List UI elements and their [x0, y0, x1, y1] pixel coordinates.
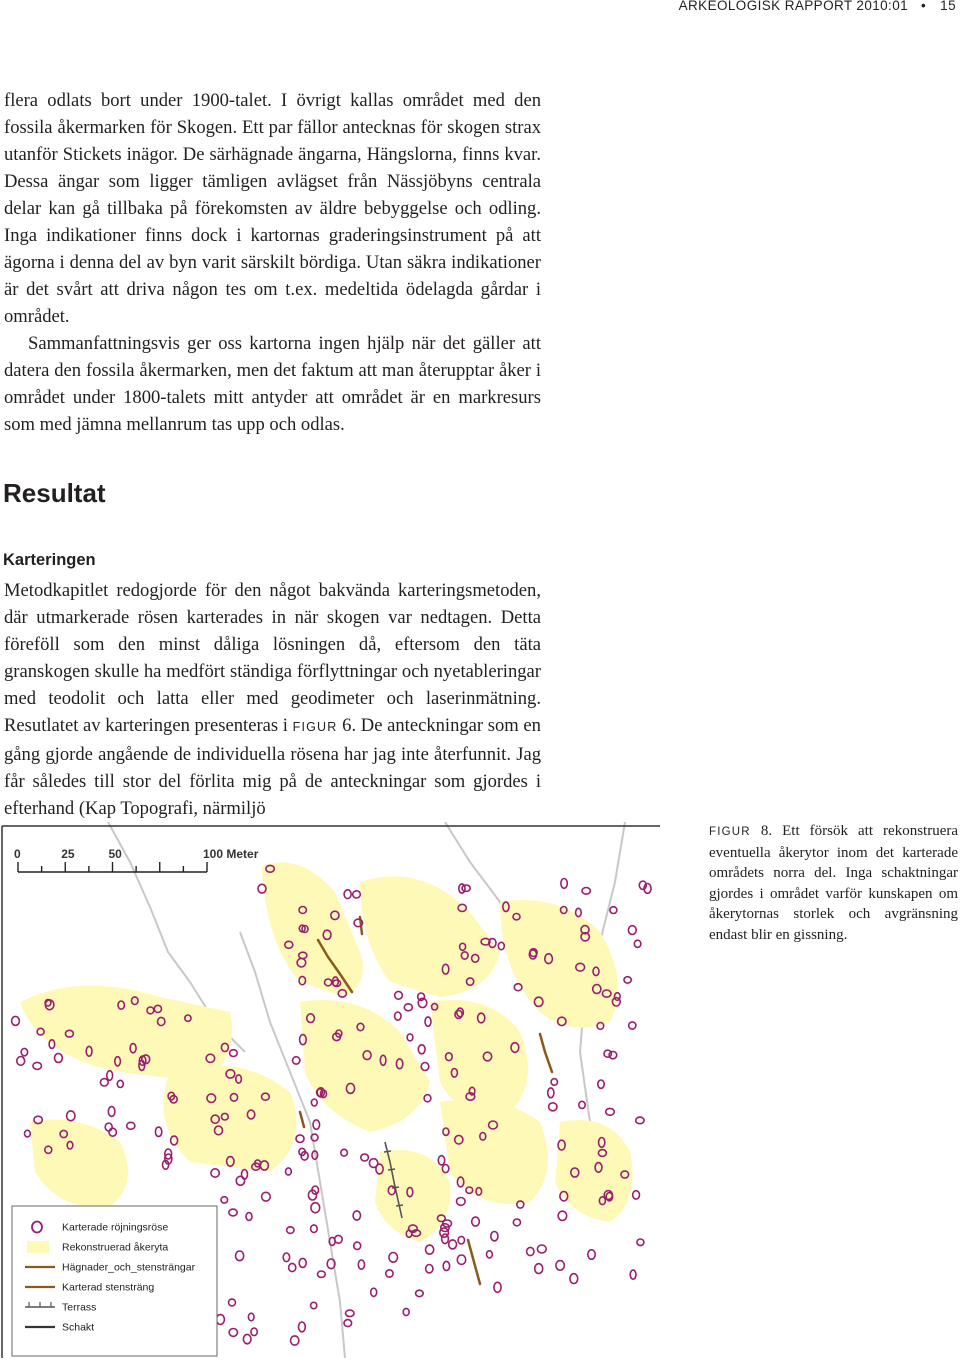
intro-text — [4, 87, 541, 438]
karteringen-text-start: Metodkapitlet redogjorde för den något bakvända karteringsmetoden, där utmarkerade rösen karterades in när skogen var nedtagen. Detta föreföll som den minst dåliga lösningen då, eftersom den täta granskogen skulle ha medfört ständiga förflyttningar och nyetableringar med teodolit och latta eller med geodimeter och laserinmätning. Resutlatet av karteringen presenteras i — [4, 580, 541, 736]
legend-label: Rekonstruerad åkeryta — [62, 1241, 169, 1254]
caption-figure-label: FIGUR — [709, 826, 751, 838]
karteringen-text-end: . De anteckningar som en gång gjorde angående de individuella rösena har jag inte återfunnit. Jag får således till stor del förlita mig på de anteckningar som gjordes i efterhand (Kap Topografi, närmiljö — [4, 715, 541, 819]
legend-patch-symbol — [27, 1241, 49, 1253]
legend-label: Karterade röjningsröse — [62, 1221, 169, 1234]
scale-label: 50 — [108, 847, 122, 861]
header-bullet: • — [921, 0, 927, 13]
legend-label: Karterad stensträng — [62, 1281, 155, 1294]
caption-text: Ett försök att rekonstruera eventuella åkerytor inom det karterade områdets norra del. Inga schaktningar gjordes i området varför kunskapen om åkerytornas storlek och avgränsning endast blir en gissning. — [709, 823, 959, 943]
figure-caption — [709, 821, 958, 945]
legend-label: Schakt — [62, 1321, 95, 1334]
report-title: ARKEOLOGISK RAPPORT 2010:01 — [678, 0, 909, 13]
scale-label: 25 — [61, 847, 75, 861]
map-figure — [0, 822, 660, 1358]
scale-label: 0 — [14, 847, 21, 861]
map-legend — [12, 1206, 217, 1356]
karteringen-text — [4, 577, 541, 822]
page-number: 15 — [940, 0, 956, 13]
legend-label: Hägnader_och_stensträngar — [62, 1261, 196, 1274]
karteringen-paragraph — [4, 577, 541, 822]
caption-figure-number: 8. — [760, 823, 773, 839]
figure-ref-label: FIGUR — [292, 720, 338, 734]
intro-paragraph-2: Sammanfattningsvis ger oss kartorna ingen hjälp när det gäller att datera den fossila åkermarken, men det faktum att man återupptar åker i området under 1800-talets mitt antyder att området är en markresurs som med jämna mellanrum tas upp och odlas. — [4, 333, 541, 435]
subsection-heading-karteringen: Karteringen — [3, 551, 96, 569]
scale-label: 100 Meter — [203, 847, 259, 861]
running-header — [679, 0, 956, 13]
figure-ref-number: 6 — [342, 715, 352, 736]
legend-label: Terrass — [62, 1301, 97, 1314]
intro-paragraph-1: flera odlats bort under 1900-talet. I övrigt kallas området med den fossila åkermarken för Skogen. Ett par fällor antecknas för skogen strax utanför Stickets inägor. De särhägnade ängarna, Hängslorna, finns kvar. Dessa ängar som ligger tämligen avlägset från Nässjöbyns centrala delar kan gå tillbaka på förekomsten av äldre bebyggelse och odling. Inga indikationer finns dock i kartornas graderingsinstrument på att ägorna i denna del av byn varit särskilt bördiga. Utan säkra indikationer är det svårt att driva någon tes om t.ex. medeltida ödelagda gårdar i området. — [4, 90, 541, 327]
section-heading-resultat: Resultat — [3, 478, 106, 508]
